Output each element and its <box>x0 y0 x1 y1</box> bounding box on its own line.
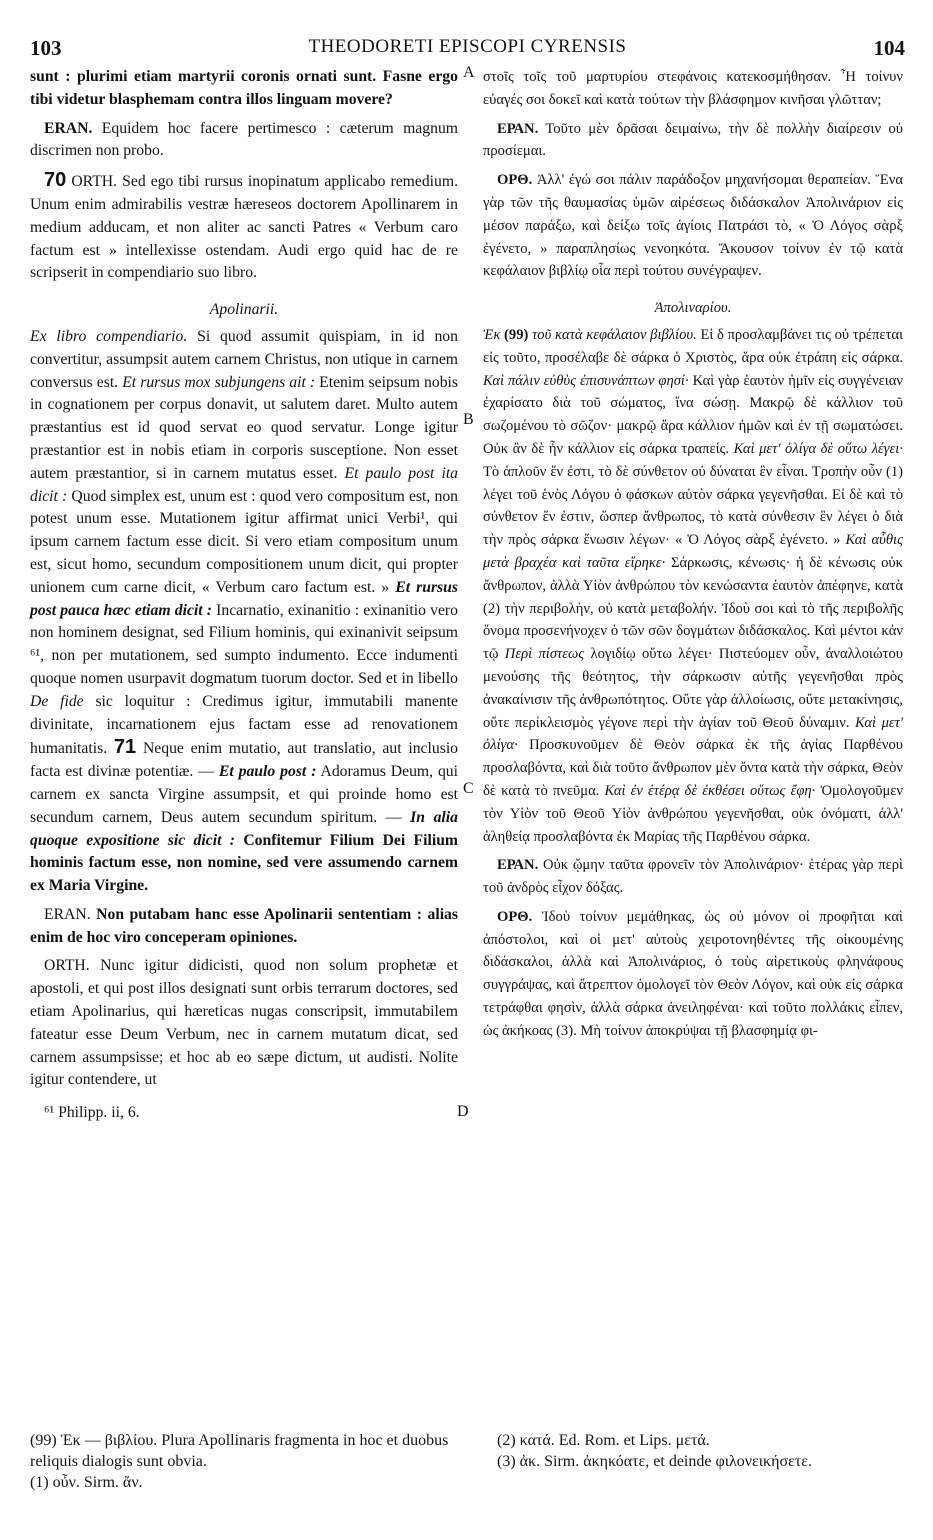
footnote-3: (3) ἀκ. Sirm. ἀκηκόατε, et deinde φιλονεικήσετε. <box>497 1453 812 1470</box>
footnote-99: (99) Ἐκ — βιβλίου. Plura Apollinaris fragmenta in hoc et duobus reliquis dialogis sunt obvia. <box>30 1432 449 1470</box>
footnote-1: (1) οὖν. Sirm. ἄν. <box>30 1474 143 1491</box>
greek-paragraph: ΟΡΘ. Ἀλλ' ἐγώ σοι πάλιν παράδοξον μηχανήσομαι θεραπείαν. Ἕνα γὰρ τῶν τῆς θαυμασίας ὑμῶν αἱρέσεως διδάσκαλον Ἀπολινάριον εἰς μέσον παράξω, καὶ δείξω τοῖς ἁγίοις Πατράσι τὸ, « Ὁ Λόγος σὰρξ ἐγένετο, » παραπλησίως νενοηκότα. Ἄκουσον τοίνυν ἐν τῷ κατὰ κεφάλαιον βιβλίῳ οἷα περὶ τούτου συνέγραψεν. <box>483 172 903 280</box>
page-number-left: 103 <box>30 36 62 60</box>
footnote-2: (2) κατά. Ed. Rom. et Lips. μετά. <box>497 1432 710 1449</box>
latin-paragraph: ORTH. Nunc igitur didicisti, quod non solum prophetæ et apostoli, et qui post illos designati sunt orbis terrarum doctores, sed etiam Apolinarius, qui hæreticas nugas conscripsit, immutabilem fateatur esse Deum Verbum, nec in carnem mutatum dicat, sed carnem assumpsisse; et hoc ab eo sæpe dictum, ut audisti. Nolite igitur contendere, ut <box>30 957 459 1089</box>
running-title: THEODORETI EPISCOPI CYRENSIS <box>308 36 627 57</box>
latin-paragraph: ERAN. Equidem hoc facere pertimesco : cæterum magnum discrimen non probo. <box>30 119 459 160</box>
footnotes-right <box>497 1430 907 1472</box>
margin-letter-d: D <box>457 1103 469 1120</box>
greek-column <box>483 66 903 1049</box>
latin-paragraph: ERAN. Non putabam hanc esse Apolinarii sententiam : alias enim de hoc viro conceperam opiniones. <box>30 905 458 946</box>
latin-paragraph: sunt : plurimi etiam martyrii coronis ornati sunt. Fasne ergo tibi videtur blasphemam contra illos linguam movere? <box>30 68 458 108</box>
latin-paragraph: 70 ORTH. Sed ego tibi rursus inopinatum applicabo remedium. Unum enim admirabilis vestræ hæreseos doctorem Apollinarem in medium adducam, et non aliter ac sancti Patres « Verbum caro factum est » intellexisse ostendam. Audi ergo quid hac de re scripserit in compendiario suo libro. <box>30 169 459 282</box>
margin-letter-c: C <box>463 780 474 797</box>
page-number-right: 104 <box>873 36 905 60</box>
margin-letter-b: B <box>463 411 474 428</box>
section-number: 71 <box>113 736 137 759</box>
section-number: 70 <box>44 169 67 192</box>
footnotes-left <box>30 1430 458 1493</box>
latin-footnote: ⁶¹ Philipp. ii, 6. <box>44 1104 140 1122</box>
greek-heading: Ἀπολιναρίου. <box>654 300 732 317</box>
greek-paragraph: ΕΡΑΝ. Οὐκ ᾤμην ταῦτα φρονεῖν τὸν Ἀπολινάριον· ἑτέρας γὰρ περὶ τοῦ ἀνδρὸς εἶχον δόξας. <box>483 857 903 897</box>
greek-paragraph: ΟΡΘ. Ἰδοὺ τοίνυν μεμάθηκας, ὡς οὐ μόνον οἱ προφῆται καὶ ἀπόστολοι, καὶ οἱ μετ' αὐτοὺς χειροτονηθέντες τῆς οἰκουμένης διδάσκαλοι, ἀλλὰ καὶ Ἀπολινάριος, ὁ τοὺς αἱρετικοὺς φληνάφους συγγράψας, καὶ ἄτρεπτον ὁμολογεῖ τὸν Θεὸν Λόγον, καὶ οὐκ εἰς σάρκα τετράφθαι φησὶν, ἀλλὰ σάρκα ἀνειληφέναι· καὶ τοῦτο πολλάκις εἶπεν, ὡς ἀκήκοας (3). Μὴ τοίνυν ἀποκρύψαι τῇ βλασφημίᾳ φι- <box>483 908 903 1039</box>
greek-paragraph: Ἐκ (99) τοῦ κατὰ κεφάλαιον βιβλίου. Εἰ δ προσλαμβάνει τις οὐ τρέπεται εἰς τοῦτο, προσέλαβε δὲ σάρκα ὁ Χριστὸς, ἄρα οὐκ ἐτράπη εἰς σάρκα. Καὶ πάλιν εὐθὺς ἐπισυνάπτων φησί· Καὶ γὰρ ἑαυτὸν ἡμῖν εἰς συγγένειαν ἐχαρίσατο διὰ τοῦ σώματος, ἵνα σώσῃ. Μακρῷ δὲ κάλλιον τοῦ σωζομένου τὸ σῶζον· μακρῷ ἄρα κάλλιον ἡμῶν καὶ ἐν τῇ σωματώσει. Οὐκ ἂν δὲ ἦν κάλλιον εἰς σάρκα τραπείς. Καὶ μετ' ὀλίγα δὲ οὕτω λέγει· Τὸ ἁπλοῦν ἕν ἐστι, τὸ δὲ σύνθετον οὐ δύναται ἓν εἶναι. Τροπὴν οὖν (1) λέγει τοῦ ἑνὸς Λόγου ὁ φάσκων αὐτὸν σάρκα γεγενῆσθαι. Εἰ δὲ καὶ τὸ σύνθετον ἕν ἐστιν, ὥσπερ ἄνθρωπος, τὸ κατὰ σύνθεσιν ἓν λέγει ὁ διὰ τὴν πρὸς σάρκα ἕνωσιν λέγων· « Ὁ Λόγος σὰρξ ἐγένετο. » Καὶ αὖθις μετὰ βραχέα καὶ ταῦτα εἴρηκε· Σάρκωσις, κένωσις· ἡ δὲ κένωσις οὐκ ἄνθρωπον, ἀλλὰ Υἱὸν ἀνθρώπου τὸν κενώσαντα ἑαυτὸν ἀπέφηνε, κατὰ (2) τὴν περιβολὴν, οὐ κατὰ μεταβολήν. Ἰδοὺ σοι καὶ τὸ τῆς περιβολῆς ὄνομα προσενήνοχεν ὁ τῶν σῶν δογμάτων διδάσκαλος. Καὶ μέντοι κἀν τῷ Περὶ πίστεως λογιδίῳ οὕτω λέγει· Πιστεύομεν οὖν, ἀναλλοιώτου μενούσης τῆς θεότητος, τὴν σάρκωσιν αὐτῆς γεγενῆσθαι πρὸς ἀνακαίνισιν τῆς ἀνθρωπότητος. Οὔτε γὰρ ἀλλοίωσις, οὔτε μετακίνησις, οὔτε περίκλεισμὸς γέγονε περὶ τὴν ἁγίαν τοῦ Θεοῦ δύναμιν. Καὶ μετ' ὀλίγα· Προσκυνοῦμεν δὲ Θεὸν σάρκα ἐκ τῆς ἁγίας Παρθένου προσλαβόντα, καὶ διὰ τοῦτο ἄνθρωπον μὲν ὄντα κατὰ τὴν σάρκα, Θεὸν δὲ κατὰ τὸ πνεῦμα. Καὶ ἐν ἑτέρᾳ δὲ ἐκθέσει οὕτως ἔφη· Ὁμολογοῦμεν τὸν Υἱὸν τοῦ Θεοῦ Υἱὸν ἀνθρώπου γεγενῆσθαι, οὐκ ὀνόματι, ἀλλ' ἀληθείᾳ προσλαβόντα ἐκ Μαρίας τῆς Παρθένου σάρκα. <box>483 326 904 845</box>
latin-column <box>30 66 458 1131</box>
greek-paragraph: στοῖς τοῖς τοῦ μαρτυρίου στεφάνοις κατεκοσμήθησαν. Ἦ τοίνυν εὐαγές σοι δοκεῖ καὶ κατὰ τούτων τὴν βλάσφημον κινῆσαι γλῶτταν; <box>483 69 903 108</box>
running-header <box>30 34 905 64</box>
latin-paragraph: Ex libro compendiario. Si quod assumit quispiam, in id non convertitur, assumpsit autem carnem Christus, non utique in carnem conversus est. Et rursus mox subjungens ait : Etenim seipsum nobis in cognationem per corpus donavit, ut salutem daret. Multo autem præstantius est id quod servat eo quod servatur. Longe igitur præstantior est in nobis etiam in corporis susceptione. Non esset autem præstantior, si in carnem mutatus esset. Et paulo post ita dicit : Quod simplex est, unum est : quod vero compositum est, non potest unum esse. Mutationem igitur affirmat unici Verbi¹, qui ipsum carnem factum esse dicit. Si vero etiam compositum unum est, sicut homo, secundum compositionem unum dicit, qui propter unionem cum carne dicit, « Verbum caro factum est. » Et rursus post pauca hæc etiam dicit : Incarnatio, exinanitio : exinanitio vero non hominem designat, sed Filium hominis, qui exinanivit seipsum ⁶¹, non per mutationem, sed sumpto indumento. Ecce indumenti quoque nomen usurpavit dogmatum tuorum doctor. Sed et in libello De fide sic loquitur : Credimus igitur, immutabili manente divinitate, incarnationem ejus factam esse ad renovationem humanitatis. 71 Neque enim mutatio, aut translatio, aut inclusio facta est divinæ potentiæ. — Et paulo post : Adoramus Deum, qui carnem ex sancta Virgine assumpsit, et qui proinde homo est secundum carnem, Deus autem secundum spiritum. — In alia quoque expositione sic dicit : Confitemur Filium Dei Filium hominis factum esse, non nomine, sed vere assumendo carnem ex Maria Virgine. <box>30 327 459 895</box>
greek-paragraph: ΕΡΑΝ. Τοῦτο μὲν δρᾶσαι δειμαίνω, τὴν δὲ πολλὴν διαίρεσιν οὐ προσίεμαι. <box>483 120 903 160</box>
margin-letter-a: A <box>463 64 475 81</box>
latin-heading: Apolinarii. <box>209 301 279 319</box>
